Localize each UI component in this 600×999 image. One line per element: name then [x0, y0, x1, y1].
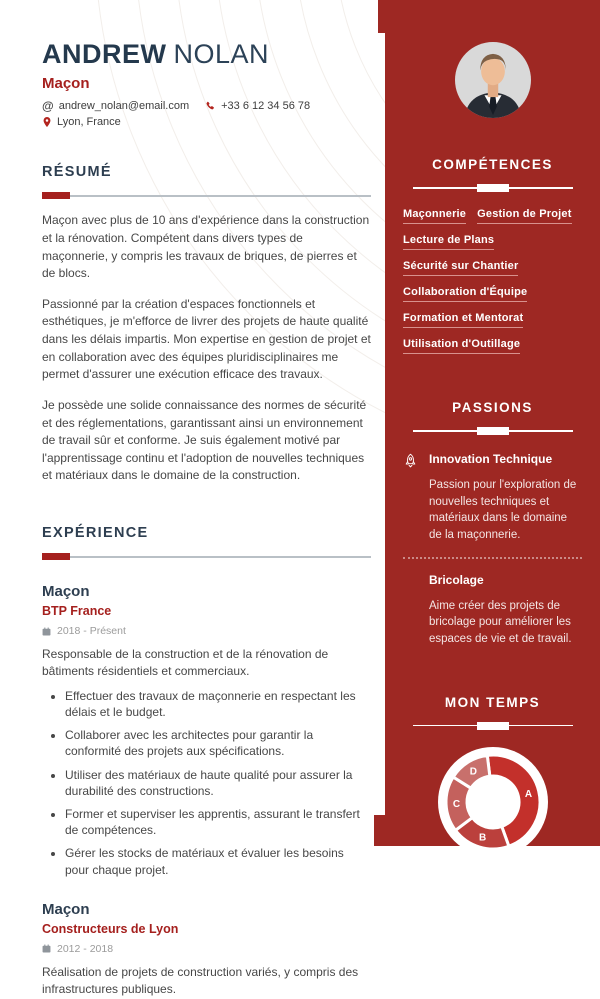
avatar-photo-placeholder — [455, 42, 531, 118]
donut-label-C: C — [452, 798, 460, 810]
passion-description: Aime créer des projets de bricolage pour améliorer les espaces de vie et de travail. — [429, 599, 572, 646]
sidebar-divider — [413, 184, 573, 192]
job-entry — [42, 901, 371, 999]
sidebar — [385, 0, 600, 846]
competences-section — [403, 157, 582, 354]
mon-temps-section — [403, 695, 582, 863]
sidebar-divider — [413, 722, 573, 730]
competences-heading: COMPÉTENCES — [432, 157, 553, 172]
time-donut-chart — [403, 746, 582, 863]
last-name: NOLAN — [173, 39, 270, 69]
skills-list — [403, 208, 582, 354]
skill-item: Gestion de Projet — [477, 208, 571, 224]
job-company: BTP France — [42, 604, 112, 619]
job-bullet: • Utiliser des matériaux de haute qualité pour assurer la durabilité des constructions. — [65, 767, 371, 799]
first-name: ANDREW — [42, 39, 167, 69]
skill-item: Maçonnerie — [403, 208, 466, 224]
passion-name: Bricolage — [429, 572, 484, 587]
avatar — [455, 42, 531, 118]
job-company: Constructeurs de Lyon — [42, 921, 179, 936]
job-title: Maçon — [42, 583, 90, 601]
job-title: Maçon — [42, 900, 90, 918]
skill-item: Lecture de Plans — [403, 234, 494, 250]
skill-item: Sécurité sur Chantier — [403, 260, 518, 276]
sidebar-divider — [413, 427, 573, 435]
candidate-name — [42, 40, 371, 68]
location-item — [42, 116, 121, 128]
location-text: Lyon, France — [57, 116, 121, 129]
donut-label-D: D — [469, 766, 477, 778]
location-pin-icon — [42, 116, 52, 128]
job-entry — [42, 583, 371, 878]
job-bullet: • Effectuer des travaux de maçonnerie en respectant les délais et le budget. — [65, 688, 371, 720]
resume-section — [42, 164, 371, 485]
job-description: Responsable de la construction et de la rénovation de bâtiments résidentiels et commerciaux. — [42, 647, 329, 679]
profession-title: Maçon — [42, 75, 90, 93]
rocket-icon — [403, 452, 429, 473]
experience-heading: EXPÉRIENCE — [42, 525, 149, 542]
job-bullet: • Former et superviser les apprentis, assurant le transfert de compétences. — [65, 806, 371, 838]
job-dates — [42, 943, 371, 955]
job-bullets — [42, 688, 371, 878]
donut-label-A: A — [524, 788, 532, 800]
calendar-icon — [42, 627, 51, 636]
calendar-icon — [42, 944, 51, 953]
donut-chart-svg — [437, 746, 549, 858]
phone-item[interactable] — [205, 100, 310, 112]
passion-name: Innovation Technique — [429, 452, 553, 466]
phone-icon — [205, 101, 216, 112]
experience-section — [42, 525, 371, 998]
skill-item: Formation et Mentorat — [403, 312, 523, 328]
passions-heading: PASSIONS — [452, 400, 533, 415]
resume-paragraph: Passionné par la création d'espaces fonctionnels et esthétiques, je m'efforce de livrer des projets de haute qualité dans les délais impartis. Mon expertise en gestion de projet et en collaboration avec des équipes pluridisciplinaires me permet d'assurer une exécution efficace des travaux. — [42, 296, 371, 382]
contact-block — [42, 100, 371, 128]
section-divider — [42, 192, 371, 199]
header — [42, 40, 371, 128]
skill-item: Utilisation d'Outillage — [403, 338, 520, 354]
passion-item — [403, 452, 582, 544]
passions-section — [403, 400, 582, 648]
passions-list — [403, 452, 582, 648]
sidebar-bottom-notch — [374, 815, 385, 846]
job-list — [42, 583, 371, 998]
job-dates-text: 2018 - Présent — [57, 625, 126, 638]
job-dates — [42, 625, 371, 637]
resume-paragraphs — [42, 212, 371, 485]
mon-temps-heading: MON TEMPS — [444, 694, 541, 710]
job-dates-text: 2012 - 2018 — [57, 942, 114, 955]
phone-text: +33 6 12 34 56 78 — [221, 100, 311, 113]
resume-paragraph: Maçon avec plus de 10 ans d'expérience dans la construction et la rénovation. Compétent dans divers types de maçonnerie, y compris les travaux de briques, de pierres et de blocs. — [42, 213, 370, 281]
job-bullet: • Gérer les stocks de matériaux et évaluer les besoins pour chaque projet. — [65, 845, 371, 877]
passion-item — [403, 557, 582, 648]
donut-label-B: B — [478, 832, 486, 844]
email-text: andrew_nolan@email.com — [58, 100, 190, 113]
sidebar-top-notch — [378, 0, 385, 33]
resume-paragraph: Je possède une solide connaissance des normes de sécurité et des réglementations, garantissant ainsi un environnement de travail sûr et conforme. Je suis également motivé par l'apprentissage continu et l'adoption de nouvelles techniques et matériaux dans le domaine de la construction. — [42, 397, 367, 483]
passion-description: Passion pour l'exploration de nouvelles techniques et matériaux dans le domaine de la maçonnerie. — [429, 479, 577, 542]
email-icon: @ — [42, 99, 54, 114]
job-bullet: • Collaborer avec les architectes pour garantir la conformité des projets aux spécifications. — [65, 727, 371, 759]
skill-item: Collaboration d'Équipe — [403, 286, 527, 302]
job-description: Réalisation de projets de construction variés, y compris des infrastructures publiques. — [42, 964, 359, 997]
email-item[interactable] — [42, 100, 189, 112]
section-divider — [42, 553, 371, 560]
resume-heading: RÉSUMÉ — [42, 164, 112, 181]
